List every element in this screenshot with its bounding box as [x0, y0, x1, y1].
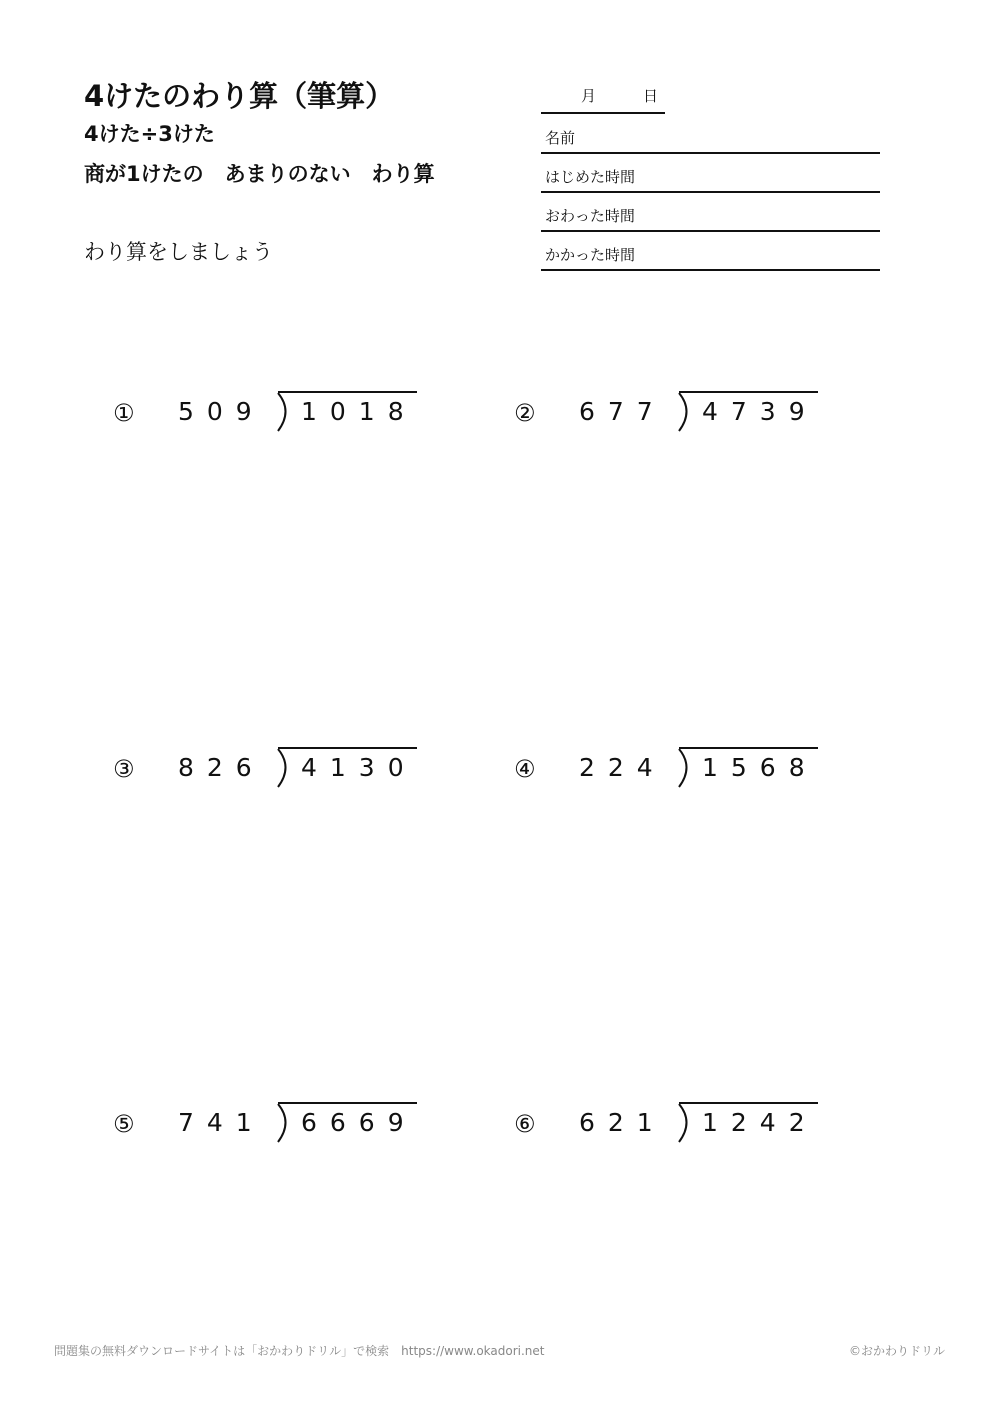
- problem-number: ⑥: [514, 1110, 536, 1138]
- start-time-label: はじめた時間: [545, 168, 636, 186]
- name-label: 名前: [545, 129, 576, 147]
- dividend: 1018: [301, 397, 417, 426]
- date-field[interactable]: [541, 76, 665, 114]
- footer-download-note: 問題集の無料ダウンロードサイトは「おかわりドリル」で検索 https://www.okadori.net: [54, 1344, 545, 1358]
- footer-copyright: ©おかわりドリル: [849, 1344, 946, 1358]
- problem-number: ④: [514, 755, 536, 783]
- page-subtitle-condition: 商が1けたの あまりのない わり算: [84, 162, 435, 186]
- divisor: 224: [579, 753, 666, 782]
- divisor: 677: [579, 397, 666, 426]
- divisor: 741: [178, 1108, 265, 1137]
- day-label: 日: [643, 87, 659, 105]
- end-time-label: おわった時間: [545, 207, 635, 225]
- dividend: 4739: [702, 397, 818, 426]
- page-title: 4けたのわり算（筆算）: [84, 79, 395, 113]
- problem-number: ②: [514, 399, 536, 427]
- dividend: 6669: [301, 1108, 417, 1137]
- instruction-text: わり算をしましょう: [84, 240, 273, 264]
- end-time-field[interactable]: [541, 193, 880, 232]
- name-field[interactable]: [541, 115, 880, 154]
- elapsed-time-label: かかった時間: [545, 246, 636, 264]
- month-label: 月: [581, 87, 597, 105]
- start-time-field[interactable]: [541, 154, 880, 193]
- dividend: 4130: [301, 753, 417, 782]
- dividend: 1568: [702, 753, 818, 782]
- dividend: 1242: [702, 1108, 818, 1137]
- page-subtitle: 4けた÷3けた: [84, 122, 215, 146]
- problem-number: ③: [113, 755, 135, 783]
- problem-number: ⑤: [113, 1110, 135, 1138]
- divisor: 509: [178, 397, 265, 426]
- problem-number: ①: [113, 399, 135, 427]
- divisor: 826: [178, 753, 265, 782]
- divisor: 621: [579, 1108, 666, 1137]
- elapsed-time-field[interactable]: [541, 232, 880, 271]
